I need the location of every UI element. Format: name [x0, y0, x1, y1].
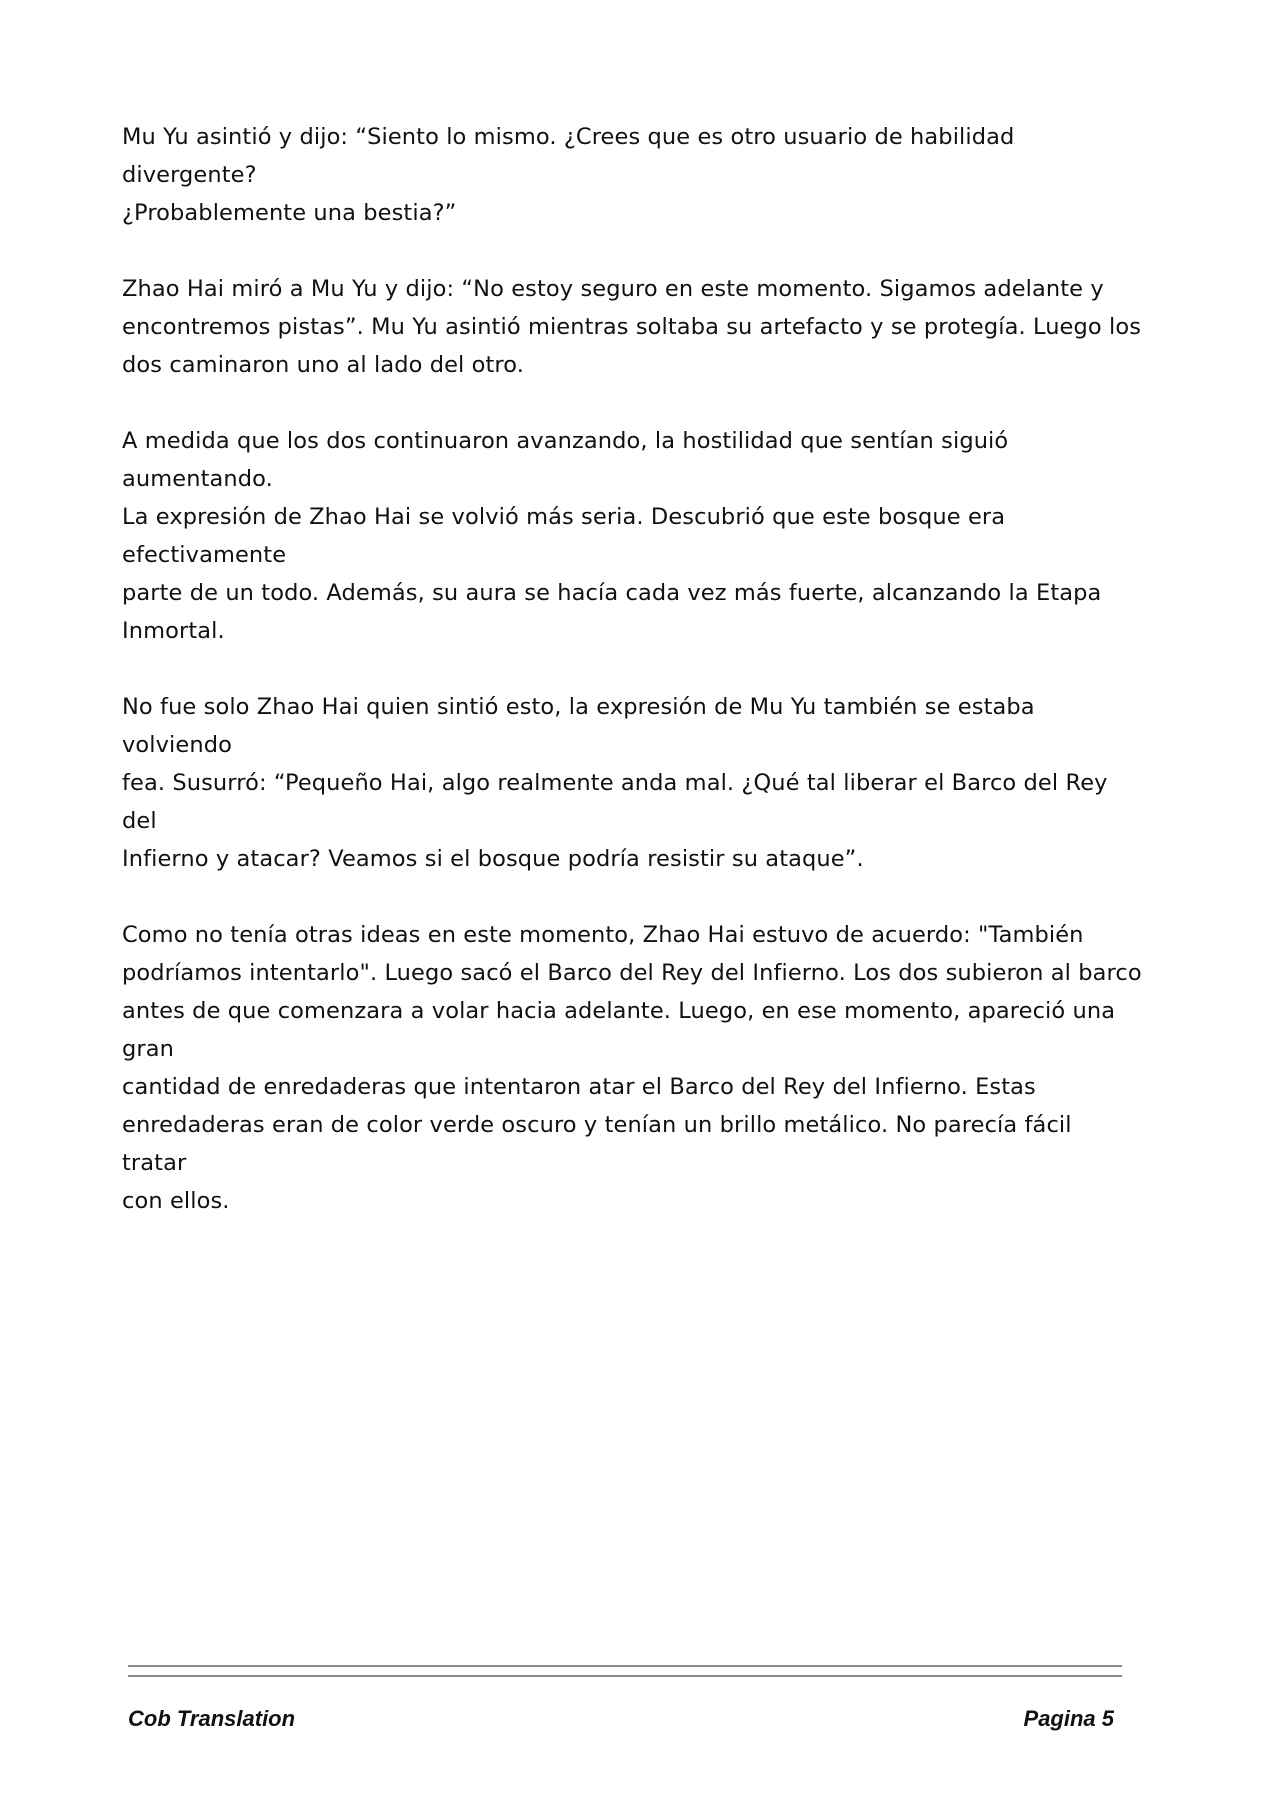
footer-rule-bottom — [128, 1675, 1122, 1677]
paragraph-2: Zhao Hai miró a Mu Yu y dijo: “No estoy seguro en este momento. Sigamos adelante y encontremos pistas”. Mu Yu asintió mientras soltaba su artefacto y se protegía. Luego los dos caminaron uno al lado del otro. — [122, 276, 1142, 378]
footer-translator-credit: Cob Translation — [128, 1706, 296, 1731]
footer-rule-top — [128, 1665, 1122, 1667]
paragraph-5: Como no tenía otras ideas en este momento, Zhao Hai estuvo de acuerdo: "También podríamos intentarlo". Luego sacó el Barco del Rey del Infierno. Los dos subieron al barco antes de que comenzara a volar hacia adelante. Luego, en ese momento, apareció una gran cantidad de enredaderas que intentaron atar el Barco del Rey del Infierno. Estas enredaderas eran de color verde oscuro y tenían un brillo metálico. No parecía fácil tratar con ellos. — [122, 922, 1142, 1214]
footer-page-number: Pagina 5 — [1023, 1706, 1114, 1731]
paragraph-4: No fue solo Zhao Hai quien sintió esto, la expresión de Mu Yu también se estaba volviendo fea. Susurró: “Pequeño Hai, algo realmente anda mal. ¿Qué tal liberar el Barco del Rey del Infierno y atacar? Veamos si el bosque podría resistir su ataque”. — [122, 694, 1108, 872]
paragraph-1: Mu Yu asintió y dijo: “Siento lo mismo. ¿Crees que es otro usuario de habilidad divergente? ¿Probablemente una bestia?” — [122, 124, 1015, 226]
body-text — [122, 118, 1142, 1258]
paragraph-3: A medida que los dos continuaron avanzando, la hostilidad que sentían siguió aumentando. La expresión de Zhao Hai se volvió más seria. Descubrió que este bosque era efectivamente parte de un todo. Además, su aura se hacía cada vez más fuerte, alcanzando la Etapa Inmortal. — [122, 428, 1102, 644]
